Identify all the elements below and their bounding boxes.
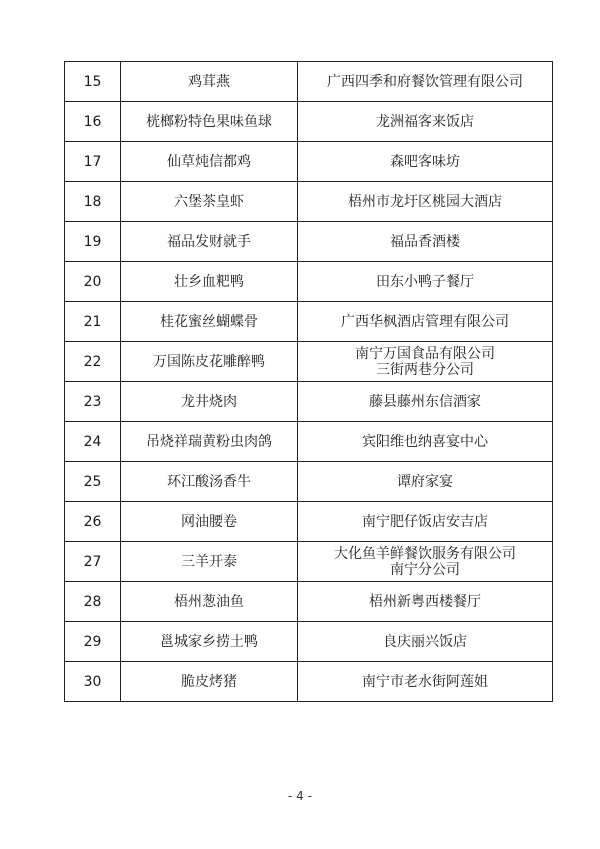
dish-name: 桄榔粉特色果味鱼球 [121,102,298,142]
restaurant-name [298,262,553,302]
table-row [65,542,553,582]
restaurant-name-line: 广西华枫酒店管理有限公司 [341,313,509,330]
restaurant-name [298,102,553,142]
table-row [65,142,553,182]
dish-name: 仙草炖信都鸡 [121,142,298,182]
restaurant-name-line: 南宁分公司 [390,561,460,578]
restaurant-name [298,662,553,702]
row-number: 18 [65,182,121,222]
table-row [65,302,553,342]
row-number: 19 [65,222,121,262]
table-row [65,622,553,662]
dish-name: 网油腰卷 [121,502,298,542]
restaurant-name-line: 广西四季和府餐饮管理有限公司 [327,73,523,90]
restaurant-name [298,542,553,582]
restaurant-name-line: 三街两巷分公司 [376,361,474,378]
row-number: 30 [65,662,121,702]
row-number: 26 [65,502,121,542]
table-row [65,262,553,302]
table-row [65,462,553,502]
restaurant-name-line: 良庆丽兴饭店 [383,633,467,650]
restaurant-name [298,382,553,422]
table-row [65,502,553,542]
restaurant-name-line: 福品香酒楼 [390,233,460,250]
dish-name: 壮乡血粑鸭 [121,262,298,302]
dish-name: 梧州葱油鱼 [121,582,298,622]
restaurant-name-line: 龙洲福客来饭店 [376,113,474,130]
row-number: 22 [65,342,121,382]
table-row [65,422,553,462]
row-number: 15 [65,62,121,102]
restaurant-name-line: 宾阳维也纳喜宴中心 [362,433,488,450]
restaurant-name [298,462,553,502]
row-number: 17 [65,142,121,182]
row-number: 27 [65,542,121,582]
restaurant-name [298,302,553,342]
restaurant-name [298,622,553,662]
table-row [65,582,553,622]
row-number: 16 [65,102,121,142]
restaurant-name [298,222,553,262]
row-number: 25 [65,462,121,502]
table-row [65,222,553,262]
row-number: 21 [65,302,121,342]
table-row [65,102,553,142]
row-number: 20 [65,262,121,302]
restaurant-name [298,342,553,382]
restaurant-name [298,62,553,102]
table-row [65,342,553,382]
restaurant-name [298,422,553,462]
restaurant-name-line: 梧州新粤西楼餐厅 [369,593,481,610]
restaurant-name-line: 谭府家宴 [397,473,453,490]
row-number: 29 [65,622,121,662]
dish-name: 脆皮烤猪 [121,662,298,702]
restaurant-name-line: 藤县藤州东信酒家 [369,393,481,410]
restaurant-name-line: 森吧客味坊 [390,153,460,170]
dish-name: 邕城家乡捞土鸭 [121,622,298,662]
table-row [65,662,553,702]
dish-name: 鸡茸燕 [121,62,298,102]
dish-name: 三羊开泰 [121,542,298,582]
dish-name: 福品发财就手 [121,222,298,262]
dish-name: 六堡茶皇虾 [121,182,298,222]
table-row [65,182,553,222]
restaurant-name-line: 田东小鸭子餐厅 [376,273,474,290]
restaurant-name-line: 南宁肥仔饭店安吉店 [362,513,488,530]
page-number: - 4 - [288,789,312,803]
dish-name: 桂花蜜丝蝴蝶骨 [121,302,298,342]
table-row [65,62,553,102]
restaurant-name-line: 大化鱼羊鲜餐饮服务有限公司 [334,545,516,562]
dish-name: 吊烧祥瑞黄粉虫肉鸽 [121,422,298,462]
dish-name: 环江酸汤香牛 [121,462,298,502]
table-row [65,382,553,422]
restaurant-name-line: 南宁市老水街阿莲姐 [362,673,488,690]
table-body [65,62,553,702]
restaurant-name [298,502,553,542]
restaurant-name [298,182,553,222]
dish-name: 龙井烧肉 [121,382,298,422]
row-number: 28 [65,582,121,622]
restaurant-name [298,142,553,182]
row-number: 23 [65,382,121,422]
restaurant-name [298,582,553,622]
row-number: 24 [65,422,121,462]
restaurant-name-line: 南宁万国食品有限公司 [355,345,495,362]
dish-name: 万国陈皮花雕醉鸭 [121,342,298,382]
dish-list-table [64,61,553,702]
restaurant-name-line: 梧州市龙圩区桃园大酒店 [348,193,502,210]
